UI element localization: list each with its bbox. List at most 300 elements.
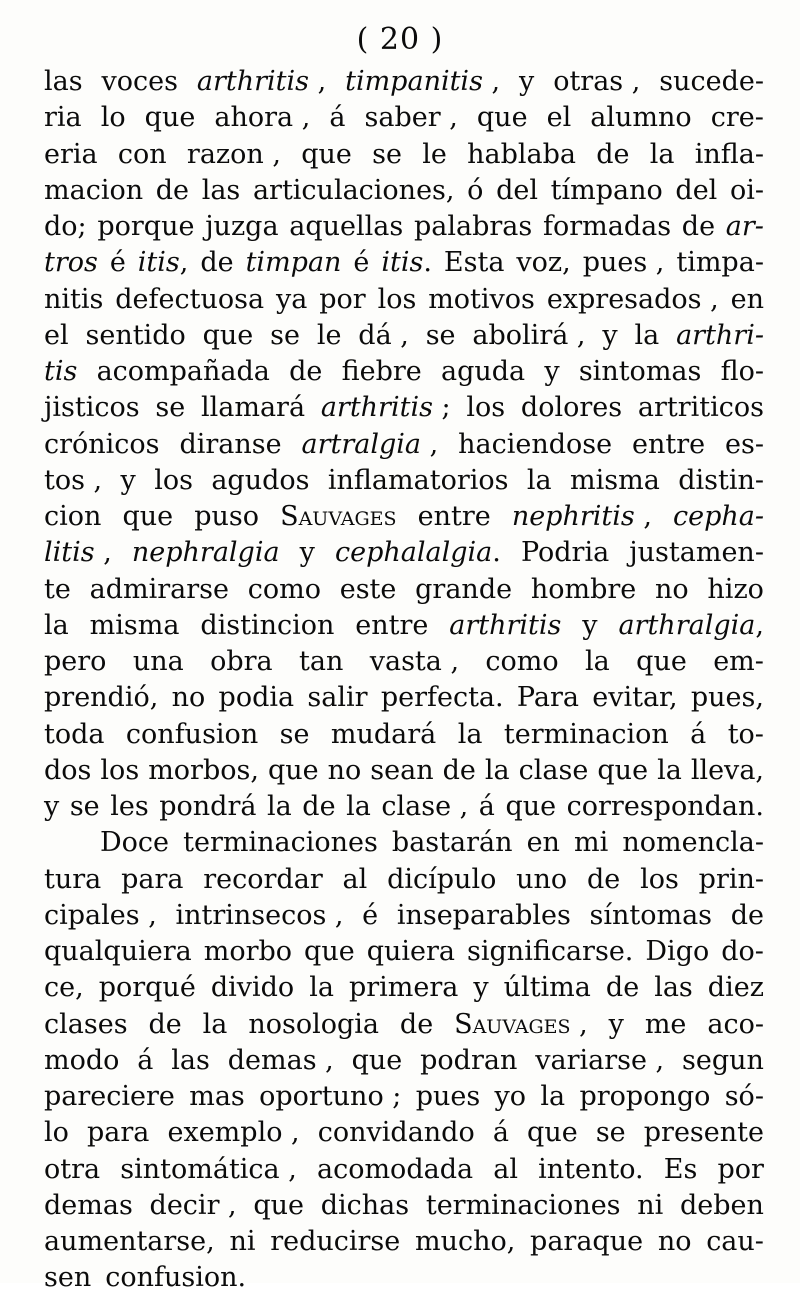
word: de <box>442 754 476 786</box>
word: á <box>329 102 346 134</box>
text-line <box>44 499 764 535</box>
word: la <box>540 1081 566 1112</box>
word: em- <box>713 646 764 677</box>
text-line <box>44 282 764 318</box>
word: uno <box>516 863 568 895</box>
text-line <box>44 1115 764 1151</box>
word: jisticos <box>44 392 140 424</box>
word: saber , <box>364 102 458 134</box>
word: dá , <box>358 319 409 351</box>
word: Doce <box>100 827 170 859</box>
word: ar- <box>725 211 764 242</box>
word: la <box>634 319 660 351</box>
word: que <box>253 1189 305 1221</box>
word: del <box>675 174 718 206</box>
word: ria <box>44 102 82 134</box>
word: inseparables <box>396 899 571 931</box>
word: propongo <box>579 1081 711 1112</box>
word: demas <box>44 1189 133 1221</box>
word: haciendose <box>458 428 613 460</box>
word: pero <box>44 646 107 677</box>
word: distincion <box>200 609 335 641</box>
word: de <box>289 356 323 387</box>
word: demas , <box>227 1044 334 1076</box>
word: el <box>546 102 572 134</box>
word: se <box>279 718 310 750</box>
word: porqué <box>98 972 196 1004</box>
word: la <box>346 791 371 822</box>
word: do; <box>44 211 87 242</box>
word: ó <box>467 174 484 206</box>
text-line <box>44 463 764 499</box>
text-line <box>44 209 764 245</box>
word: en <box>730 283 764 315</box>
word: clase , <box>381 791 469 822</box>
text-line <box>44 934 764 970</box>
word: que <box>301 138 352 170</box>
word: inflamatorios <box>327 464 509 496</box>
word: presente <box>643 1117 764 1149</box>
word: motivos <box>428 283 535 315</box>
word: y <box>473 972 489 1004</box>
word: hombre <box>530 573 637 605</box>
word: no <box>655 573 689 605</box>
word: lo <box>44 1117 69 1149</box>
word: tros <box>44 247 98 279</box>
word: arthritis , <box>196 66 327 97</box>
word: la <box>457 718 483 750</box>
word: confusion <box>125 718 259 750</box>
text-line <box>44 1043 764 1079</box>
word: la <box>585 646 610 677</box>
word: primera <box>348 972 459 1004</box>
word: otras , <box>553 66 641 97</box>
word: por <box>717 1153 764 1185</box>
word: pues <box>415 1081 481 1112</box>
text-line <box>44 1224 764 1260</box>
word: nephralgia <box>131 537 280 569</box>
word: aquellas <box>289 211 404 242</box>
word: se <box>372 138 402 170</box>
word: entre <box>355 609 429 641</box>
text-line <box>44 390 764 426</box>
word: lo <box>100 102 126 134</box>
word: cre- <box>710 102 764 134</box>
text-line <box>44 608 764 644</box>
word: correspondan. <box>566 791 764 822</box>
word: y <box>519 66 535 97</box>
word: que <box>351 1044 403 1076</box>
word: palabras <box>413 211 533 242</box>
word: aco- <box>707 1008 764 1040</box>
text-line <box>44 717 764 753</box>
word: infla- <box>694 138 764 170</box>
word: porque <box>97 211 195 242</box>
word: timpan <box>245 247 342 279</box>
word: la <box>649 138 675 170</box>
word: reducirse <box>270 1226 401 1257</box>
text-line <box>44 825 764 861</box>
text-line <box>44 680 764 716</box>
word: yo <box>494 1081 527 1112</box>
word: dicípulo <box>387 863 497 895</box>
word: los <box>466 392 506 424</box>
word: no <box>657 1226 692 1257</box>
word: última <box>503 972 591 1004</box>
word: é <box>353 247 370 279</box>
word: la <box>309 972 334 1004</box>
word: intrinsecos , <box>175 899 344 931</box>
word: la <box>44 609 69 641</box>
word: de <box>587 863 621 895</box>
word: acompañada <box>96 356 270 387</box>
word: como <box>247 573 321 605</box>
word: divido <box>210 972 295 1004</box>
word: le <box>422 138 447 170</box>
word: misma <box>570 464 660 496</box>
word: ni <box>229 1226 256 1257</box>
word: se <box>69 791 100 822</box>
word: la <box>484 754 510 786</box>
word: al <box>342 863 368 895</box>
word: de <box>596 138 630 170</box>
word: terminaciones <box>425 1189 621 1221</box>
word: de <box>399 1008 434 1040</box>
word: itis. <box>381 247 432 279</box>
word: formadas <box>542 211 672 242</box>
word: en <box>526 827 560 859</box>
word: flo- <box>720 356 764 387</box>
word: cephalalgia. <box>335 537 501 569</box>
word: bastarán <box>391 827 513 859</box>
word: Digo <box>645 936 710 967</box>
word: sen <box>44 1262 92 1294</box>
word: to- <box>727 718 764 750</box>
body-text <box>44 64 764 1297</box>
word: hablaba <box>467 138 576 170</box>
text-line <box>44 64 764 100</box>
word: que <box>144 102 196 134</box>
word: puso <box>194 501 260 532</box>
word: Para <box>516 682 579 714</box>
word: te <box>44 573 71 605</box>
word: artriticos <box>637 392 764 424</box>
word: podia <box>218 682 295 714</box>
text-line <box>44 898 764 934</box>
text-line <box>44 173 764 209</box>
text-line <box>44 1152 764 1188</box>
word: prin- <box>698 863 764 895</box>
word: nosologia <box>248 1008 379 1040</box>
word: abolirá , <box>472 319 586 351</box>
word: la <box>202 1008 228 1040</box>
word: de <box>302 791 336 822</box>
word: que <box>122 501 174 532</box>
word: que <box>636 646 687 677</box>
word: misma <box>89 609 180 641</box>
word: mucho, <box>414 1226 516 1257</box>
word: ce, <box>44 972 84 1004</box>
word: entre <box>417 501 491 532</box>
word: los <box>100 754 140 786</box>
word: nephritis , <box>511 501 652 532</box>
word: cion <box>44 501 102 532</box>
word: razon , <box>186 138 281 170</box>
word: que <box>597 754 649 786</box>
word: expresados , <box>546 283 719 315</box>
word: dolores <box>520 392 623 424</box>
word: dos <box>44 754 92 786</box>
word: cepha- <box>673 501 764 532</box>
word: dichas <box>320 1189 410 1221</box>
word: de <box>155 174 190 206</box>
word: ya <box>275 283 308 315</box>
text-line <box>44 1007 764 1043</box>
word: para <box>87 1117 150 1149</box>
word: que <box>476 102 528 134</box>
text-line <box>44 427 764 463</box>
word: voz, <box>516 247 571 279</box>
word: se <box>595 1117 626 1149</box>
word: los <box>154 464 193 496</box>
word: de <box>200 247 234 279</box>
word: aumentarse, <box>44 1226 215 1257</box>
word: Esta <box>443 247 505 279</box>
word: tan <box>299 646 344 677</box>
word: arthri- <box>676 319 764 351</box>
word: que <box>202 319 254 351</box>
word: defectuosa <box>115 283 265 315</box>
word: Es <box>663 1153 698 1185</box>
word: y <box>544 356 560 387</box>
word: morbo <box>203 936 293 967</box>
word: aguda <box>440 356 526 387</box>
text-line <box>44 572 764 608</box>
word: para <box>121 863 184 895</box>
word: tos , <box>44 464 103 496</box>
word: tímpano <box>550 174 663 206</box>
word: y <box>120 464 136 496</box>
word: litis , <box>44 537 112 569</box>
word: las <box>654 972 693 1004</box>
word: que <box>304 936 355 967</box>
word: terminaciones <box>183 827 378 859</box>
word: de <box>730 899 764 931</box>
word: intento. <box>538 1153 644 1185</box>
text-line <box>44 318 764 354</box>
word: convidando <box>317 1117 475 1149</box>
word: quiera <box>366 936 456 967</box>
text-line <box>44 1079 764 1115</box>
word: y <box>44 791 60 822</box>
word: prendió, <box>44 682 159 714</box>
word: la <box>267 791 292 822</box>
text-line <box>44 245 764 281</box>
word: ni <box>637 1189 664 1221</box>
word: ahora , <box>214 102 311 134</box>
word: los <box>640 863 679 895</box>
text-line <box>44 1188 764 1224</box>
word: sintomática , <box>120 1153 297 1185</box>
word: se <box>425 319 456 351</box>
word: admirarse <box>89 573 229 605</box>
word: vasta , <box>369 646 460 677</box>
word: recordar <box>203 863 323 895</box>
word: del <box>496 174 538 206</box>
text-line <box>44 644 764 680</box>
word: la <box>526 464 552 496</box>
word: sucede- <box>659 66 764 97</box>
word: morbos, <box>148 754 259 786</box>
word: la <box>657 754 682 786</box>
word: síntomas <box>589 899 713 931</box>
word: diranse <box>179 428 282 460</box>
word: qualquiera <box>44 936 192 967</box>
word: al <box>493 1153 518 1185</box>
word: fiebre <box>341 356 422 387</box>
word: nomencla- <box>622 827 764 859</box>
word: confusion. <box>105 1262 247 1294</box>
word: no <box>327 754 362 786</box>
word: segun <box>682 1044 764 1076</box>
word: decir , <box>149 1189 237 1221</box>
word: se <box>155 392 186 424</box>
word: clases <box>44 1008 128 1040</box>
word: no <box>171 682 206 714</box>
word: significarse. <box>467 936 634 967</box>
word: articulaciones, <box>252 174 455 206</box>
word: arthritis <box>449 609 562 641</box>
word: como <box>485 646 559 677</box>
word: á <box>492 1117 509 1149</box>
word: justamen- <box>629 537 764 569</box>
word: Podria <box>520 537 610 569</box>
word: las <box>171 1044 210 1076</box>
word: juzga <box>205 211 279 242</box>
word: á <box>690 718 707 750</box>
word: é <box>362 899 379 931</box>
word: grande <box>415 573 513 605</box>
word: obra <box>210 646 273 677</box>
word: llamará <box>200 392 306 424</box>
word: el <box>44 319 69 351</box>
page-number: ( 20 ) <box>356 22 444 57</box>
word: que <box>527 1117 578 1149</box>
word: perfecta. <box>380 682 504 714</box>
word: acomodada <box>316 1153 474 1185</box>
word: voces <box>101 66 178 97</box>
word: artralgia , <box>301 428 439 460</box>
text-line <box>44 1260 764 1296</box>
word: agudos <box>211 464 310 496</box>
word: podran <box>420 1044 518 1076</box>
word: de <box>681 211 716 242</box>
word: é <box>109 247 126 279</box>
word: deben <box>680 1189 764 1221</box>
word: salir <box>307 682 368 714</box>
word: que <box>505 791 557 822</box>
text-line <box>44 970 764 1006</box>
word: oi- <box>729 174 764 206</box>
word: cau- <box>706 1226 764 1257</box>
word: hizo <box>707 573 764 605</box>
word: timpanitis , <box>345 66 501 97</box>
word: y <box>582 609 598 641</box>
word: terminacion <box>503 718 669 750</box>
text-line <box>44 100 764 136</box>
word: me <box>644 1008 687 1040</box>
word: entre <box>632 428 706 460</box>
word: y <box>608 1008 624 1040</box>
word: arthritis ; <box>320 392 451 424</box>
word: pues , <box>582 247 665 279</box>
word: arthralgia, <box>618 609 764 641</box>
word: evitar, <box>592 682 678 714</box>
word: con <box>117 138 167 170</box>
text-line <box>44 137 764 173</box>
word: otra <box>44 1153 101 1185</box>
word: por <box>319 283 366 315</box>
word: á <box>137 1044 154 1076</box>
word: toda <box>44 718 105 750</box>
word: una <box>132 646 184 677</box>
word: timpa- <box>676 247 764 279</box>
word: sentido <box>85 319 186 351</box>
text-line <box>44 753 764 789</box>
word: sintomas <box>578 356 702 387</box>
word: mudará <box>330 718 437 750</box>
word: crónicos <box>44 428 160 460</box>
word: mi <box>574 827 609 859</box>
word: distin- <box>678 464 764 496</box>
word: de <box>605 972 640 1004</box>
word: eria <box>44 138 98 170</box>
word: exemplo , <box>167 1117 300 1149</box>
word: clase <box>518 754 589 786</box>
word: lleva, <box>690 754 764 786</box>
word: cipales , <box>44 899 157 931</box>
word: de <box>148 1008 182 1040</box>
word: se <box>270 319 300 351</box>
text-line <box>44 354 764 390</box>
word: alumno <box>590 102 692 134</box>
word: nitis <box>44 283 104 315</box>
word: variarse , <box>535 1044 665 1076</box>
word: itis, <box>137 247 189 279</box>
word: do- <box>721 936 764 967</box>
word: Sauvages <box>280 501 397 532</box>
word: só- <box>724 1081 764 1112</box>
word: oportuno ; <box>259 1081 402 1112</box>
word: mas <box>189 1081 245 1112</box>
word: le <box>316 319 342 351</box>
word: sean <box>370 754 434 786</box>
word: y <box>299 537 315 569</box>
word: modo <box>44 1044 120 1076</box>
word: paraque <box>530 1226 644 1257</box>
word: macion <box>44 174 144 206</box>
word: las <box>44 66 83 97</box>
text-line <box>44 862 764 898</box>
word: tis <box>44 356 78 387</box>
word: es- <box>725 428 764 460</box>
word: las <box>201 174 241 206</box>
word: que <box>267 754 319 786</box>
word: pues, <box>690 682 764 714</box>
word: pareciere <box>44 1081 175 1112</box>
word: tura <box>44 863 102 895</box>
word: Sauvages , <box>454 1008 588 1040</box>
